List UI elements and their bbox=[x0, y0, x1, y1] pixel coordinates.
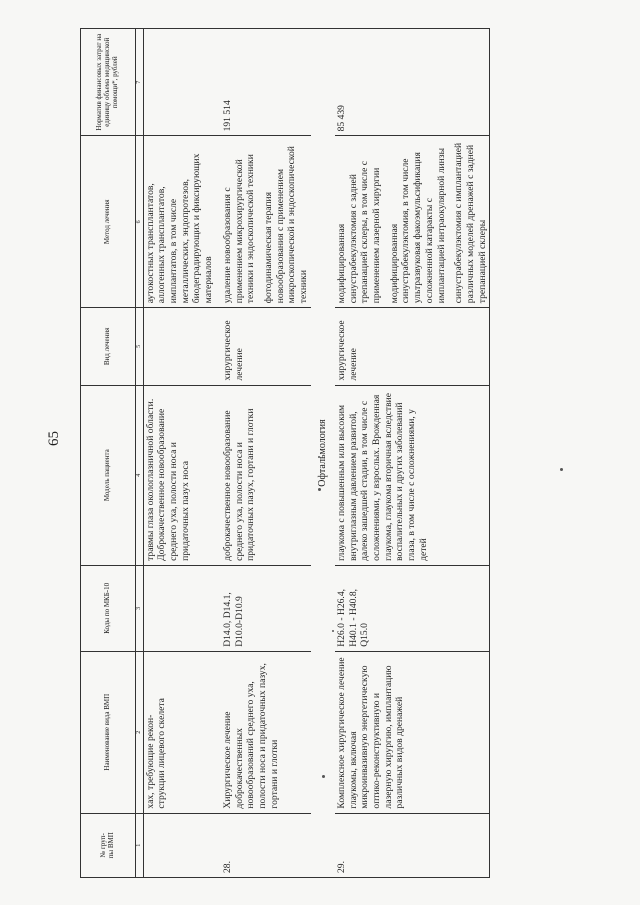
cell-norm: 85 439 bbox=[335, 29, 490, 136]
table-row bbox=[143, 29, 216, 878]
cell-method bbox=[216, 136, 311, 308]
header-row bbox=[81, 29, 136, 878]
section-title: Офтальмология bbox=[311, 29, 335, 878]
cell-norm bbox=[143, 29, 216, 136]
header-model: Модель пациента bbox=[81, 385, 136, 565]
method-text: фотодинамическая терапия новообразования с применением микроскопической и эндоскопической техники bbox=[262, 146, 310, 304]
cell-codes: H26.0 - H26.4, H40.1 - H40.8, Q15.0 bbox=[335, 565, 490, 651]
header-treatment: Вид лечения bbox=[81, 308, 136, 385]
vmp-table bbox=[80, 28, 490, 878]
cell-treatment bbox=[143, 308, 216, 385]
header-norm: Норматив финансовых затрат на единицу объема медицинской помощи*, рублей bbox=[81, 29, 136, 136]
cell-norm: 191 514 bbox=[216, 29, 311, 136]
cell-name: хах, требующие рекон- струкции лицевого скелета bbox=[143, 651, 216, 813]
cell-name: Хирургическое лечение доброкачественных новообразований среднего уха, полости носа и придаточных пазух, гортани и глотки bbox=[216, 651, 311, 813]
cell-treatment: хирургическое лечение bbox=[216, 308, 311, 385]
method-text: синустрабекулэктомия с имплантацией различных моделей дренажей с задней трепанацией склеры bbox=[453, 142, 488, 304]
document-table-rotated bbox=[80, 28, 615, 878]
cell-name: Комплексное хирургическое лечение глаукомы, включая микроинвазивную энергетическую оптико-реконструктивную и лазерную хирургию, имплантацию различных видов дренажей bbox=[335, 651, 490, 813]
cell-method bbox=[143, 136, 216, 308]
method-text: модифицированная синустрабекулэктомия, в том числе ультразвуковая факоэмульсификация осложненной катаракты с имплантацией интраокулярной линзы bbox=[388, 147, 447, 304]
table-row bbox=[216, 29, 311, 878]
cell-model: доброкачественное новообразование среднего уха, полости носа и придаточных пазух, гортани и глотки bbox=[216, 385, 311, 565]
cell-model: глаукома с повышенным или высоким внутриглазным давлением развитой, далеко зашедшей стадии, в том числе с осложнениями, у взрослых. Врожденная глаукома, глаукома вторичная вследствие воспалительных и других заболеваний глаза, в том числе с осложнениями, у детей bbox=[335, 385, 490, 565]
cell-group: 29. bbox=[335, 813, 490, 877]
column-number: 2 bbox=[136, 651, 144, 813]
method-text: удаление новообразования с применением микрохирургической техники и эндоскопической техники bbox=[221, 154, 257, 304]
header-name: Наименование вида ВМП bbox=[81, 651, 136, 813]
column-number: 1 bbox=[136, 813, 144, 877]
column-number: 7 bbox=[136, 29, 144, 136]
section-row bbox=[311, 29, 335, 878]
cell-method bbox=[335, 136, 490, 308]
header-group: № груп- пы ВМП bbox=[81, 813, 136, 877]
cell-treatment: хирургическое лечение bbox=[335, 308, 490, 385]
column-number-row bbox=[136, 29, 144, 878]
table-row bbox=[335, 29, 490, 878]
column-number: 5 bbox=[136, 308, 144, 385]
cell-codes bbox=[143, 565, 216, 651]
page-number: 65 bbox=[46, 431, 62, 446]
column-number: 3 bbox=[136, 565, 144, 651]
cell-group: 28. bbox=[216, 813, 311, 877]
method-text: модифицированная синустрабекулэктомия с задней трепанацией склеры, в том числе с применением лазерной хирургии bbox=[335, 161, 383, 304]
method-text: аутокостных трансплантатов, аллогенных трансплантатов, имплантатов, в том числе металлических, эндопротезов, биодеградирующих и фиксирующих материалов bbox=[144, 153, 215, 304]
header-codes: Коды по МКБ-10 bbox=[81, 565, 136, 651]
header-method: Метод лечения bbox=[81, 136, 136, 308]
cell-group bbox=[143, 813, 216, 877]
cell-codes: D14.0, D14.1, D10.0-D10.9 bbox=[216, 565, 311, 651]
column-number: 4 bbox=[136, 385, 144, 565]
column-number: 6 bbox=[136, 136, 144, 308]
cell-model: травмы глаза окологлазничной области. Доброкачественное новообразование среднего уха, полости носа и придаточных пазух носа bbox=[143, 385, 216, 565]
